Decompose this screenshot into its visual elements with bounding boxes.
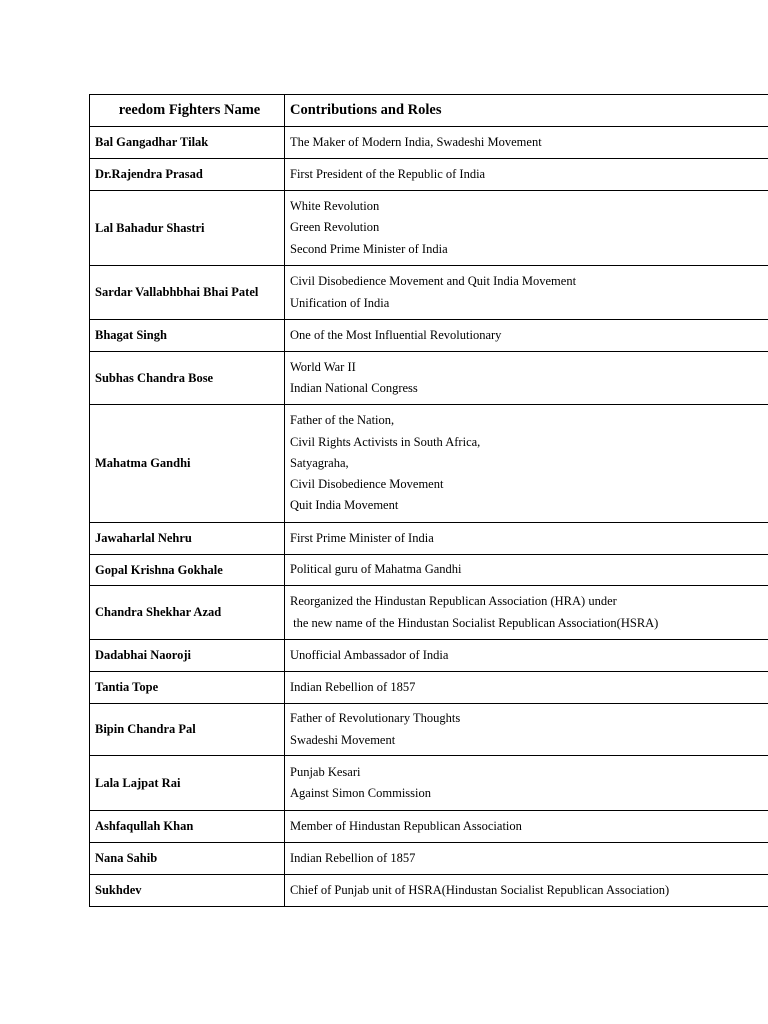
contributions-cell <box>285 843 768 875</box>
contribution-line: Civil Disobedience Movement <box>290 477 444 492</box>
contribution-line: Against Simon Commission <box>290 786 431 800</box>
freedom-fighters-table <box>89 94 768 907</box>
table-row <box>90 672 768 704</box>
contribution-line: the new name of the Hindustan Socialist Republican Association(HSRA) <box>290 615 659 630</box>
fighter-name-cell: Bhagat Singh <box>90 320 285 352</box>
table-row <box>90 159 768 191</box>
table-row <box>90 555 768 586</box>
contribution-line: Unification of India <box>290 295 390 310</box>
fighter-name-cell: Chandra Shekhar Azad <box>90 586 285 640</box>
contribution-line: Member of Hindustan Republican Association <box>290 818 522 833</box>
contributions-cell <box>285 875 768 907</box>
contributions-cell <box>285 704 768 756</box>
table-row <box>90 352 768 405</box>
fighter-name-cell: Sukhdev <box>90 875 285 907</box>
contribution-line: Second Prime Minister of India <box>290 241 448 256</box>
table-row <box>90 405 768 523</box>
table-row <box>90 320 768 352</box>
contribution-line: Swadeshi Movement <box>290 732 396 747</box>
contribution-line: The Maker of Modern India, Swadeshi Movement <box>290 134 542 149</box>
table-row <box>90 127 768 159</box>
table-row <box>90 704 768 756</box>
contributions-cell <box>285 586 768 640</box>
table-row <box>90 266 768 320</box>
contribution-line: Unofficial Ambassador of India <box>290 647 449 662</box>
contributions-cell <box>285 191 768 266</box>
fighter-name-cell: Bipin Chandra Pal <box>90 704 285 756</box>
table-row <box>90 811 768 843</box>
contributions-cell <box>285 159 768 191</box>
contributions-cell <box>285 756 768 811</box>
table-row <box>90 640 768 672</box>
fighter-name-cell: Tantia Tope <box>90 672 285 704</box>
header-fighter-name: reedom Fighters Name <box>90 95 285 127</box>
contribution-line: Father of the Nation, <box>290 413 395 428</box>
contribution-line: Civil Disobedience Movement and Quit India Movement <box>290 274 577 289</box>
contributions-cell <box>285 811 768 843</box>
contribution-line: Indian Rebellion of 1857 <box>290 850 416 865</box>
contributions-cell <box>285 523 768 555</box>
table-row <box>90 191 768 266</box>
table-row <box>90 875 768 907</box>
fighter-name-cell: Lal Bahadur Shastri <box>90 191 285 266</box>
fighter-name-cell: Dr.Rajendra Prasad <box>90 159 285 191</box>
contribution-line: First Prime Minister of India <box>290 530 434 545</box>
table-row <box>90 756 768 811</box>
fighter-name-cell: Subhas Chandra Bose <box>90 352 285 405</box>
contribution-line: One of the Most Influential Revolutionary <box>290 327 502 342</box>
fighter-name-cell: Mahatma Gandhi <box>90 405 285 523</box>
fighter-name-cell: Nana Sahib <box>90 843 285 875</box>
fighter-name-cell: Sardar Vallabhbhai Bhai Patel <box>90 266 285 320</box>
fighter-name-cell: Jawaharlal Nehru <box>90 523 285 555</box>
table-body <box>90 127 768 907</box>
contribution-line: Father of Revolutionary Thoughts <box>290 711 461 726</box>
fighter-name-cell: Ashfaqullah Khan <box>90 811 285 843</box>
contributions-cell <box>285 352 768 405</box>
contribution-line: White Revolution <box>290 199 380 214</box>
contributions-cell <box>285 266 768 320</box>
table-header-row <box>90 95 768 127</box>
contributions-cell <box>285 640 768 672</box>
contributions-cell <box>285 320 768 352</box>
table-row <box>90 523 768 555</box>
fighter-name-cell: Bal Gangadhar Tilak <box>90 127 285 159</box>
contribution-line: Indian Rebellion of 1857 <box>290 679 416 694</box>
header-contributions-roles: Contributions and Roles <box>285 95 768 127</box>
contribution-line: Civil Rights Activists in South Africa, <box>290 434 481 449</box>
contributions-cell <box>285 555 768 586</box>
fighter-name-cell: Lala Lajpat Rai <box>90 756 285 811</box>
contributions-cell <box>285 127 768 159</box>
fighter-name-cell: Gopal Krishna Gokhale <box>90 555 285 586</box>
contribution-line: Chief of Punjab unit of HSRA(Hindustan Socialist Republican Association) <box>290 882 670 897</box>
table-row <box>90 843 768 875</box>
table-row <box>90 586 768 640</box>
contribution-line: Green Revolution <box>290 220 380 235</box>
contribution-line: Reorganized the Hindustan Republican Association (HRA) under <box>290 594 617 609</box>
contribution-line: World War II <box>290 359 356 374</box>
contribution-line: First President of the Republic of India <box>290 166 486 181</box>
contributions-cell <box>285 672 768 704</box>
contribution-line: Indian National Congress <box>290 381 418 395</box>
contribution-line: Satyagraha, <box>290 455 349 470</box>
contributions-cell <box>285 405 768 523</box>
contribution-line: Quit India Movement <box>290 498 399 513</box>
contribution-line: Punjab Kesari <box>290 764 361 779</box>
contribution-line: Political guru of Mahatma Gandhi <box>290 562 462 577</box>
fighter-name-cell: Dadabhai Naoroji <box>90 640 285 672</box>
